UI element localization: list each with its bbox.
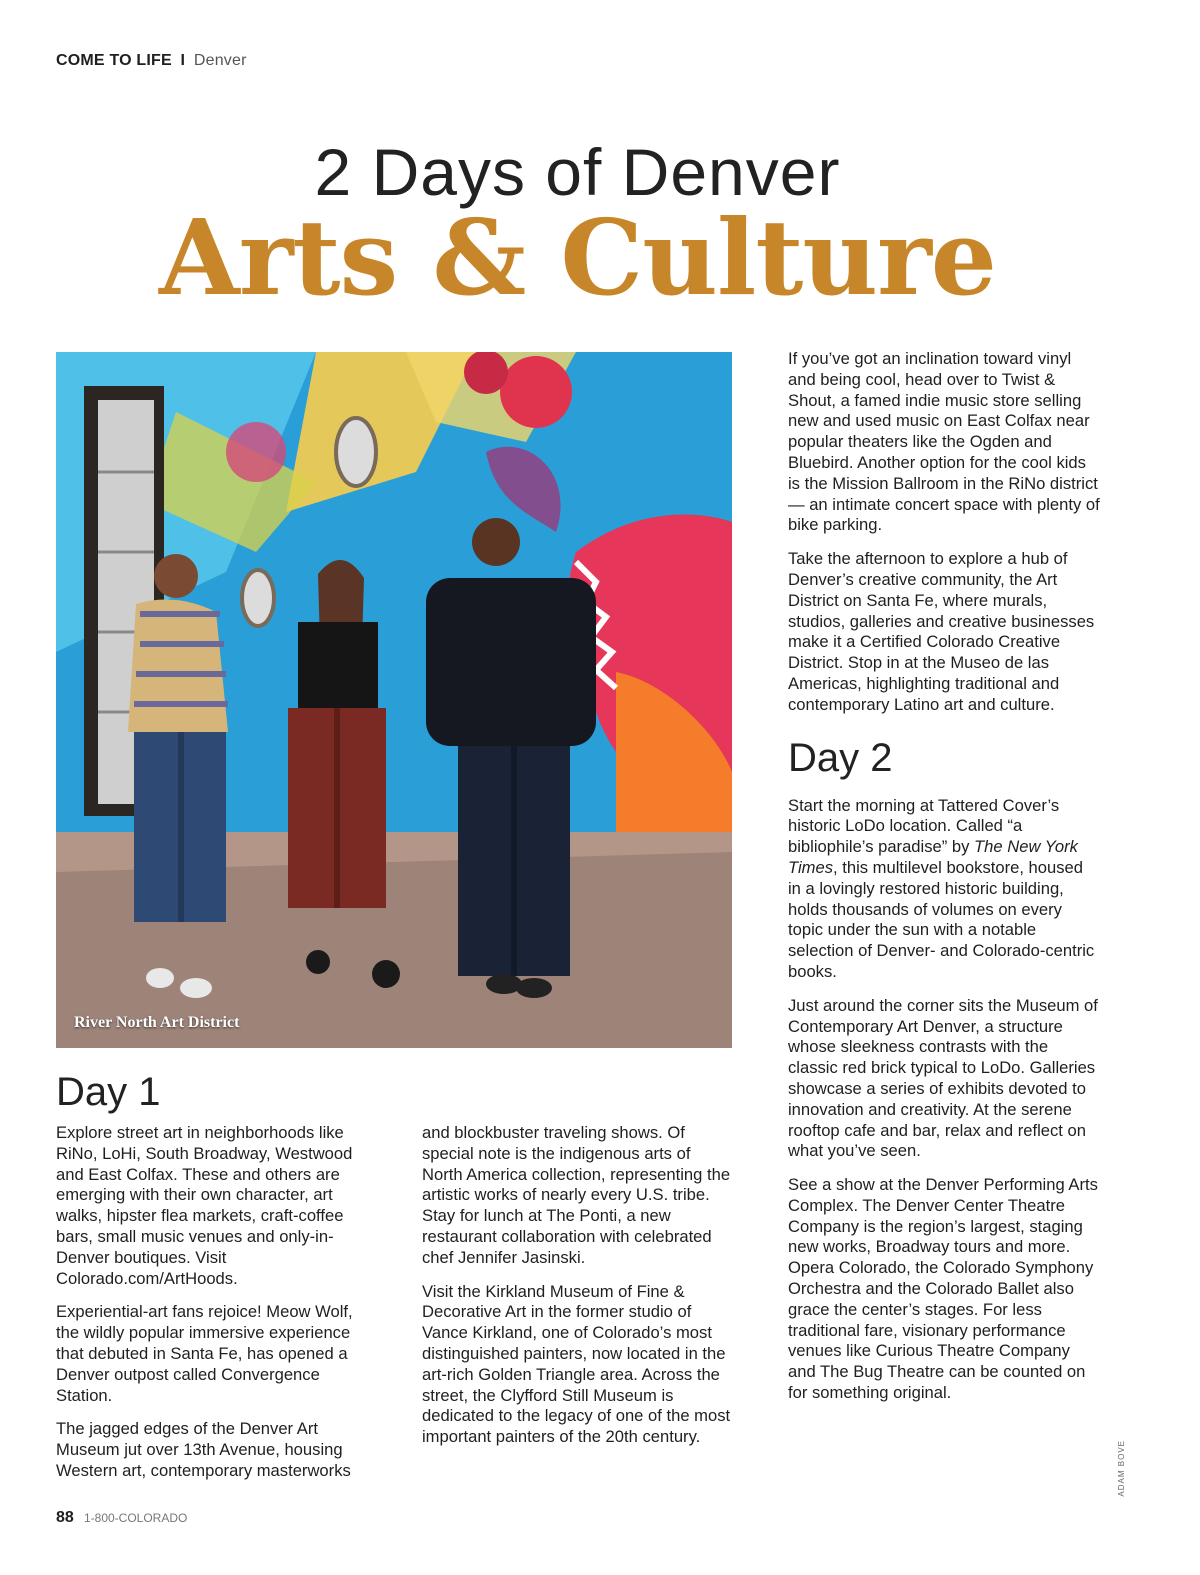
- running-head: [56, 52, 247, 70]
- page-footer: [56, 1509, 187, 1527]
- right-paragraph: Take the afternoon to explore a hub of Denver’s creative community, the Art District on Santa Fe, where murals, studios, galleries and creative businesses make it a Certified Colorado Creative District. Stop in at the Museo de las Americas, highlighting traditional and contemporary Latino art and culture.: [788, 549, 1095, 714]
- mural-photo-illustration: [56, 352, 732, 1048]
- day-1-column-1: [56, 1123, 368, 1495]
- page-number: 88: [56, 1509, 74, 1526]
- day-2-heading: Day 2: [788, 735, 893, 780]
- photo-credit: ADAM BOVE: [1117, 1440, 1126, 1497]
- publication-title: The New York Times: [788, 837, 1078, 877]
- day-2-paragraph: See a show at the Denver Performing Arts Complex. The Denver Center Theatre Company is the region’s largest, staging new works, Broadway tours and more. Opera Colorado, the Colorado Symphony Orchestra and the Colorado Ballet also grace the center’s stages. For less traditional fare, visionary performance venues like Curious Theatre Company and The Bug Theatre can be counted on for something original.: [788, 1175, 1098, 1403]
- right-column: [788, 349, 1100, 1417]
- section-label: COME TO LIFE: [56, 52, 172, 69]
- city-label: Denver: [193, 52, 247, 69]
- mural-photo: [56, 352, 732, 1048]
- day-1-heading: Day 1: [56, 1070, 161, 1114]
- day-1-column-2: [422, 1123, 734, 1461]
- page-title: Arts & Culture: [159, 196, 996, 319]
- right-paragraph: If you’ve got an inclination toward vinyl and being cool, head over to Twist & Shout, a famed indie music store selling new and used music on East Colfax near popular theaters like the Ogden and Bluebird. Another option for the cool kids is the Mission Ballroom in the RiNo district — an intimate concert space with plenty of bike parking.: [788, 349, 1100, 535]
- day-1-paragraph: and blockbuster traveling shows. Of special note is the indigenous arts of North America collection, representing the artistic works of nearly every U.S. tribe. Stay for lunch at The Ponti, a new restaurant collaboration with celebrated chef Jennifer Jasinski.: [422, 1123, 731, 1267]
- day-2-paragraph: Just around the corner sits the Museum of Contemporary Art Denver, a structure whose sleekness contrasts with the classic red brick typical to LoDo. Galleries showcase a series of exhibits devoted to innovation and creativity. At the serene rooftop cafe and bar, relax and reflect on what you’ve seen.: [788, 995, 1098, 1161]
- phone-number: 1-800-COLORADO: [83, 1511, 188, 1525]
- photo-caption: River North Art District: [74, 1014, 240, 1031]
- day-1-paragraph: The jagged edges of the Denver Art Museum jut over 13th Avenue, housing Western art, contemporary masterworks: [56, 1419, 351, 1480]
- header-separator: I: [180, 52, 186, 69]
- day-1-paragraph: Explore street art in neighborhoods like RiNo, LoHi, South Broadway, Westwood and East Colfax. These and others are emerging with their own character, art walks, hipster flea markets, craft-coffee bars, small music venues and only-in-Denver boutiques. Visit Colorado.com/ArtHoods.: [56, 1123, 353, 1288]
- day-1-paragraph: Visit the Kirkland Museum of Fine & Decorative Art in the former studio of Vance Kirkland, one of Colorado’s most distinguished painters, now located in the art-rich Golden Triangle area. Across the street, the Clyfford Still Museum is dedicated to the legacy of one of the most important painters of the 20th century.: [422, 1281, 731, 1447]
- day-2-paragraph: Start the morning at Tattered Cover’s historic LoDo location. Called “a bibliophile’s paradise” by The New York Times, this multilevel bookstore, housed in a lovingly restored historic building, holds thousands of volumes on every topic under the sun with a notable selection of Denver- and Colorado-centric books.: [788, 795, 1095, 981]
- page-subtitle: 2 Days of Denver: [314, 135, 841, 209]
- day-1-paragraph: Experiential-art fans rejoice! Meow Wolf, the wildly popular immersive experience that debuted in Santa Fe, has opened a Denver outpost called Convergence Station.: [56, 1302, 353, 1405]
